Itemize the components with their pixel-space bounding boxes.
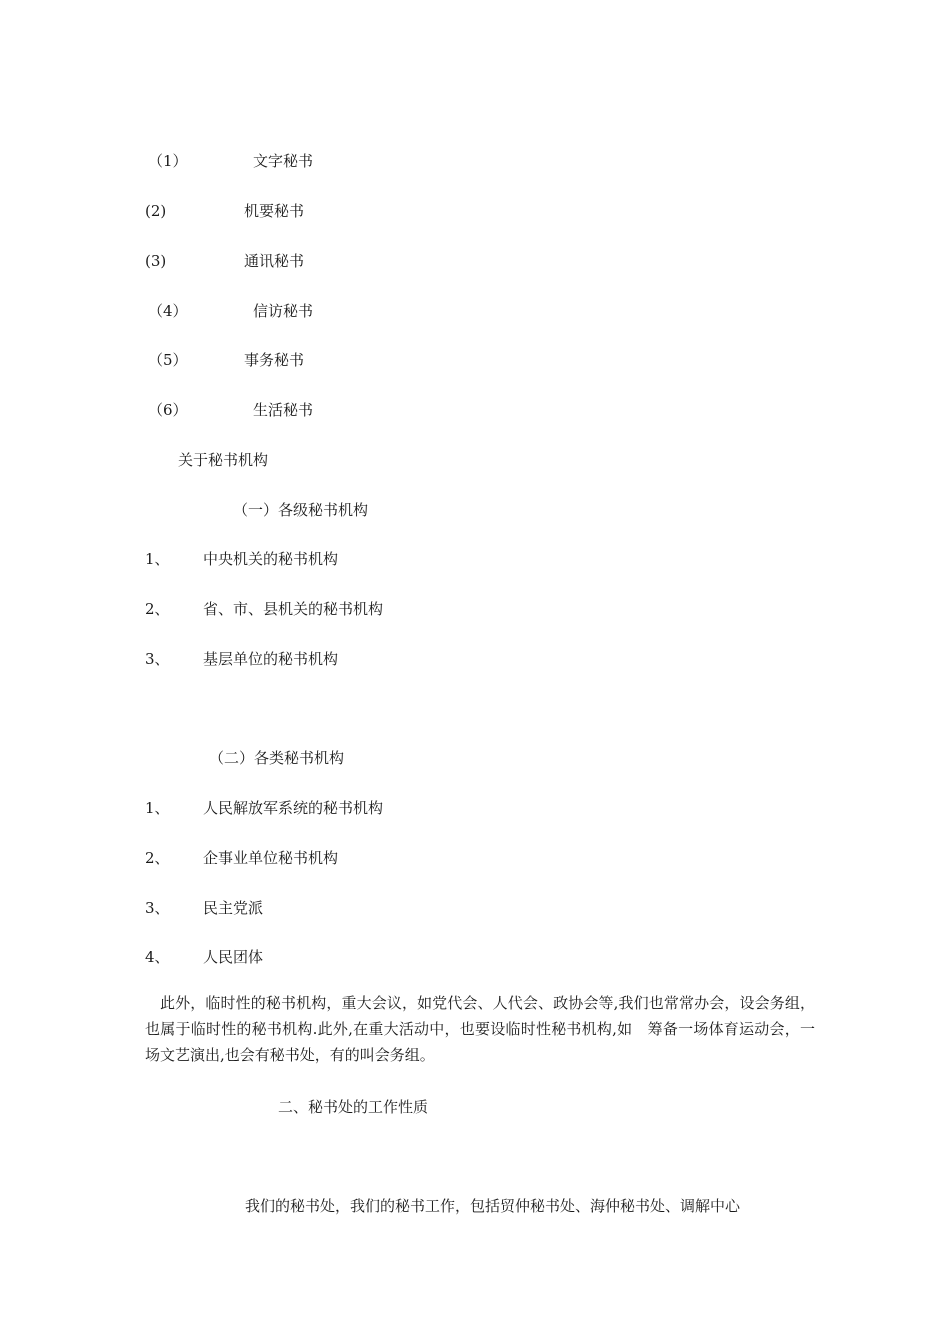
section2-title: （二）各类秘书机构 <box>209 749 345 767</box>
type-number: （4） <box>148 302 188 320</box>
section1-title: （一）各级秘书机构 <box>233 501 369 519</box>
type-number: （5） <box>148 351 188 369</box>
list-number: 3、 <box>145 899 170 917</box>
list-number: 1、 <box>145 550 170 568</box>
list-item: 基层单位的秘书机构 <box>203 650 339 668</box>
heading-work-nature: 二、秘书处的工作性质 <box>278 1098 429 1116</box>
list-item: 人民解放军系统的秘书机构 <box>203 799 384 817</box>
list-item: 企事业单位秘书机构 <box>203 849 339 867</box>
type-label: 生活秘书 <box>253 401 314 419</box>
heading-about: 关于秘书机构 <box>178 451 269 469</box>
list-item: 民主党派 <box>203 899 264 917</box>
type-label: 机要秘书 <box>244 202 305 220</box>
closing-line: 我们的秘书处，我们的秘书工作，包括贸仲秘书处、海仲秘书处、调解中心 <box>245 1197 741 1215</box>
type-number: (2) <box>145 202 167 220</box>
list-item: 人民团体 <box>203 948 264 966</box>
type-label: 信访秘书 <box>253 302 314 320</box>
type-number: （1） <box>148 152 188 170</box>
list-number: 2、 <box>145 600 170 618</box>
type-label: 事务秘书 <box>244 351 305 369</box>
list-number: 3、 <box>145 650 170 668</box>
body-paragraph: 此外，临时性的秘书机构，重大会议，如党代会、人代会、政协会等,我们也常常办会，设会务组，也属于临时性的秘书机构.此外,在重大活动中，也要设临时性秘书机构,如 筹备一场体育运动会，一场文艺演出,也会有秘书处，有的叫会务组。 <box>145 994 815 1064</box>
list-number: 4、 <box>145 948 170 966</box>
type-label: 通讯秘书 <box>244 252 305 270</box>
type-number: （6） <box>148 401 188 419</box>
list-number: 1、 <box>145 799 170 817</box>
type-label: 文字秘书 <box>253 152 314 170</box>
list-item: 省、市、县机关的秘书机构 <box>203 600 384 618</box>
list-item: 中央机关的秘书机构 <box>203 550 339 568</box>
list-number: 2、 <box>145 849 170 867</box>
type-number: (3) <box>145 252 167 270</box>
